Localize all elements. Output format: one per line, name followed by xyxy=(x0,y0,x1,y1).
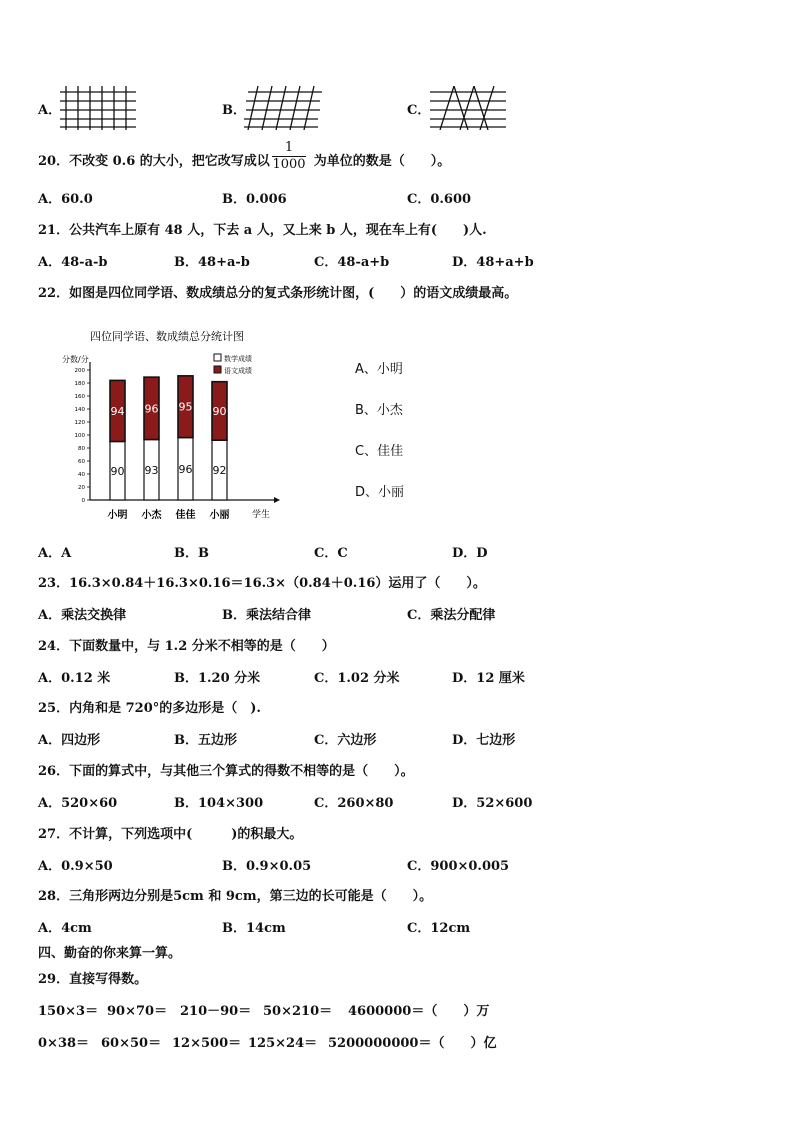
q22-text: 22．如图是四位同学语、数成绩总分的复式条形统计图，( ）的语文成绩最高。 xyxy=(38,286,518,301)
q27-option-b: B．0.9×0.05 xyxy=(222,859,312,874)
q20-option-c: C．0.600 xyxy=(407,192,472,207)
q29-calc: 0×38＝ xyxy=(38,1036,90,1051)
q25-option-c: C．六边形 xyxy=(314,733,377,748)
q22-answer-b: B、小杰 xyxy=(355,403,403,418)
q25-option-d: D．七边形 xyxy=(452,733,516,748)
q19-option-b: B． xyxy=(222,103,246,118)
category-label: 小杰 xyxy=(141,510,162,521)
q20-text: 20．不改变 0.6 的大小，把它改写成以 为单位的数是（ ）。 xyxy=(38,154,451,169)
q20-option-a: A．60.0 xyxy=(38,192,93,207)
y-tick-label: 20 xyxy=(78,485,85,491)
q27-text: 27．不计算，下列选项中( )的积最大。 xyxy=(38,827,303,842)
y-tick-label: 60 xyxy=(78,459,85,465)
y-tick-label: 160 xyxy=(74,394,85,400)
section-heading: 四、勤奋的你来算一算。 xyxy=(38,946,182,961)
q20-option-b: B．0.006 xyxy=(222,192,287,207)
legend-chinese-swatch xyxy=(214,366,221,373)
y-tick-label: 40 xyxy=(78,472,85,478)
data-label-math: 96 xyxy=(178,462,193,476)
q24-option-a: A．0.12 米 xyxy=(38,671,111,686)
y-axis-label: 分数/分 xyxy=(62,355,89,364)
q27-option-a: A．0.9×50 xyxy=(38,859,113,874)
q25-option-a: A．四边形 xyxy=(38,733,101,748)
q26-option-d: D．52×600 xyxy=(452,796,533,811)
q20-fraction: 1 1000 xyxy=(272,140,306,172)
q29-calc: 12×500＝ xyxy=(172,1036,242,1051)
q29-calc: 5200000000＝（ ）亿 xyxy=(328,1036,497,1051)
chart-title: 四位同学语、数成绩总分统计图 xyxy=(90,330,244,343)
category-label: 小明 xyxy=(107,510,128,521)
q29-calc: 60×50＝ xyxy=(101,1036,162,1051)
q23-option-b: B．乘法结合律 xyxy=(222,608,311,623)
q19-option-c: C． xyxy=(407,103,431,118)
legend-math-swatch xyxy=(214,354,221,361)
q29-calc: 125×24＝ xyxy=(248,1036,318,1051)
q28-text: 28．三角形两边分别是5cm 和 9cm，第三边的长可能是（ ）。 xyxy=(38,889,433,904)
q25-option-b: B．五边形 xyxy=(174,733,237,748)
category-label: 佳佳 xyxy=(175,510,196,521)
q29-calc: 4600000＝（ ）万 xyxy=(348,1004,490,1019)
q29-calc: 90×70＝ xyxy=(107,1004,168,1019)
y-tick-label: 180 xyxy=(74,381,85,387)
data-label-chinese: 90 xyxy=(212,404,227,418)
q19-option-a: A． xyxy=(38,103,62,118)
q24-option-c: C．1.02 分米 xyxy=(314,671,400,686)
q23-option-c: C．乘法分配律 xyxy=(407,608,496,623)
q21-option-c: C．48-a+b xyxy=(314,255,390,270)
q29-calc: 150×3＝ xyxy=(38,1004,99,1019)
q24-option-d: D．12 厘米 xyxy=(452,671,525,686)
y-tick-label: 0 xyxy=(81,498,85,504)
q21-text: 21．公共汽车上原有 48 人，下去 a 人，又上来 b 人，现在车上有( )人. xyxy=(38,223,487,238)
q26-option-c: C．260×80 xyxy=(314,796,394,811)
q29-calc: 50×210＝ xyxy=(263,1004,333,1019)
q24-option-b: B．1.20 分米 xyxy=(174,671,261,686)
y-tick-label: 80 xyxy=(78,446,85,452)
q26-text: 26．下面的算式中，与其他三个算式的得数不相等的是（ ）。 xyxy=(38,764,414,779)
x-axis-arrow xyxy=(274,497,280,503)
q28-option-a: A．4cm xyxy=(38,921,92,936)
legend-math-label: 数学成绩 xyxy=(224,355,252,363)
category-label: 小丽 xyxy=(209,510,230,521)
q19-figure-c xyxy=(430,86,508,130)
q24-text: 24．下面数量中，与 1.2 分米不相等的是（ ） xyxy=(38,639,335,654)
data-label-math: 93 xyxy=(144,463,159,477)
q22-answer-a: A、小明 xyxy=(355,362,403,377)
q21-option-a: A．48-a-b xyxy=(38,255,108,270)
stacked-bar-chart xyxy=(62,322,282,524)
data-label-math: 90 xyxy=(110,464,125,478)
data-label-chinese: 96 xyxy=(144,402,159,416)
q26-option-b: B．104×300 xyxy=(174,796,264,811)
q22-option-c: C．C xyxy=(314,546,348,561)
y-tick-label: 140 xyxy=(74,407,85,413)
q22-option-a: A．A xyxy=(38,546,72,561)
q22-answer-d: D、小丽 xyxy=(355,485,405,500)
y-tick-label: 100 xyxy=(74,433,85,439)
q23-option-a: A．乘法交换律 xyxy=(38,608,127,623)
data-label-chinese: 95 xyxy=(178,400,193,414)
y-tick-label: 120 xyxy=(74,420,85,426)
data-label-math: 92 xyxy=(212,464,227,478)
q23-text: 23．16.3×0.84＋16.3×0.16＝16.3×（0.84＋0.16）运用了（ ）。 xyxy=(38,576,486,591)
y-tick-label: 200 xyxy=(74,368,85,374)
q22-option-b: B．B xyxy=(174,546,209,561)
q22-option-d: D．D xyxy=(452,546,488,561)
q19-figure-b xyxy=(244,86,324,130)
data-label-chinese: 94 xyxy=(110,404,125,418)
q26-option-a: A．520×60 xyxy=(38,796,118,811)
x-axis-label: 学生 xyxy=(252,510,271,520)
q22-answer-c: C、佳佳 xyxy=(355,444,404,459)
legend-chinese-label: 语文成绩 xyxy=(224,367,252,375)
q29-calc: 210－90＝ xyxy=(180,1004,252,1019)
q19-figure-a xyxy=(60,86,138,130)
q25-text: 25．内角和是 720°的多边形是（ ). xyxy=(38,701,261,716)
q27-option-c: C．900×0.005 xyxy=(407,859,510,874)
q21-option-d: D．48+a+b xyxy=(452,255,534,270)
q28-option-b: B．14cm xyxy=(222,921,286,936)
q21-option-b: B．48+a-b xyxy=(174,255,250,270)
q28-option-c: C．12cm xyxy=(407,921,471,936)
q29-text: 29．直接写得数。 xyxy=(38,972,148,987)
